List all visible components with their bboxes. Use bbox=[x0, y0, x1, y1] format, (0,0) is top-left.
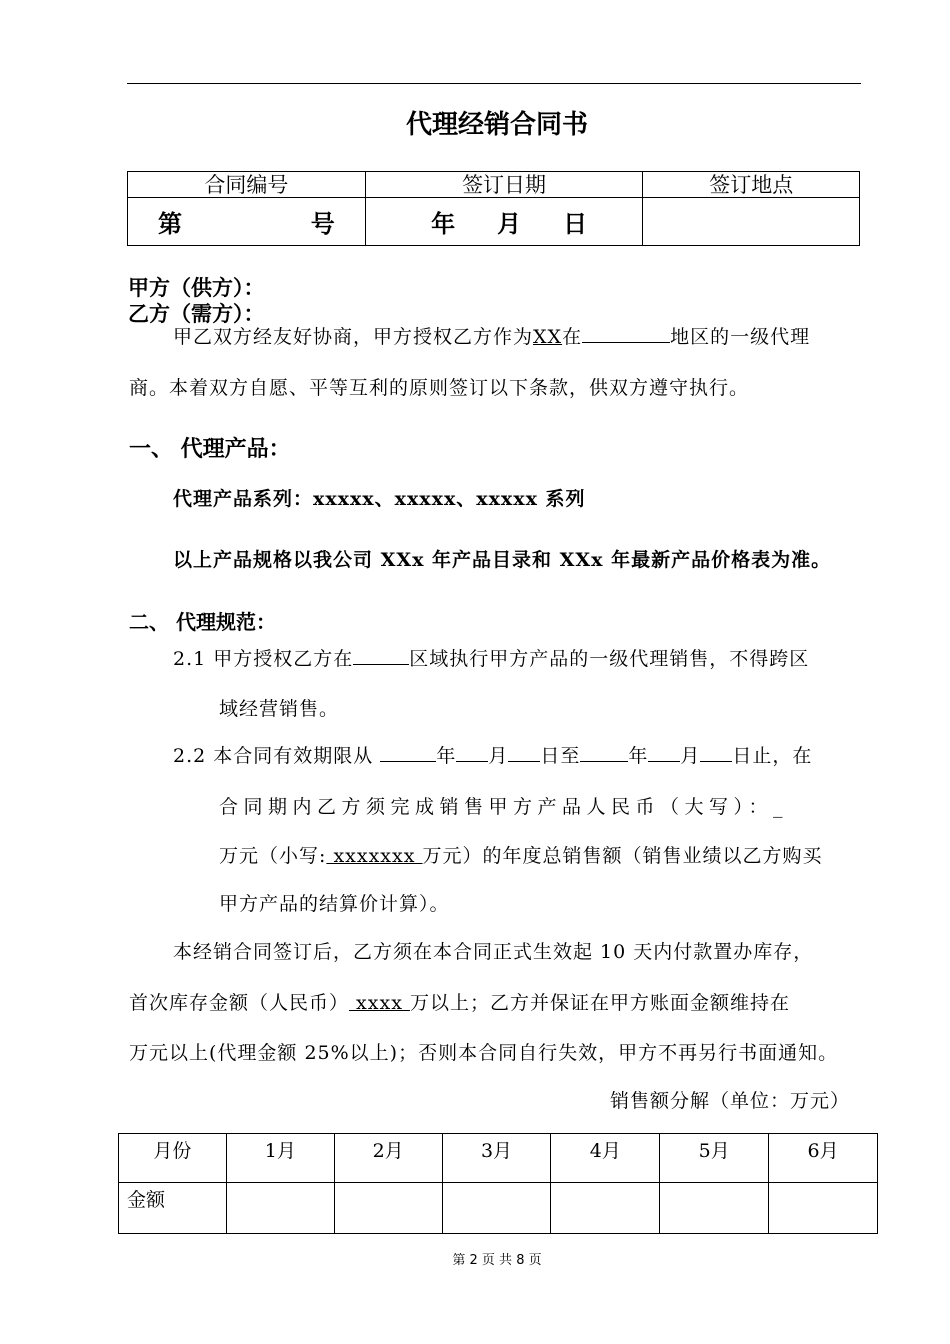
date-month: 月 bbox=[497, 210, 522, 238]
number-suffix: 号 bbox=[310, 210, 335, 238]
sign-date-cell bbox=[365, 198, 643, 246]
sign-place-cell bbox=[643, 198, 860, 246]
amount-lowercase: xxxxxxx bbox=[326, 845, 423, 867]
header-rule bbox=[127, 83, 861, 84]
month-6: 6月 bbox=[769, 1134, 878, 1183]
page-footer: 第 2 页 共 8 页 bbox=[452, 1253, 542, 1268]
amount-cell bbox=[551, 1183, 660, 1234]
inventory-amount: xxxx bbox=[349, 992, 410, 1014]
date-year: 年 bbox=[431, 210, 456, 238]
agent-placeholder: XX bbox=[533, 326, 563, 348]
sales-breakdown-table bbox=[118, 1133, 878, 1234]
region-blank bbox=[582, 324, 670, 343]
date-day: 日 bbox=[563, 210, 588, 238]
section-1-heading: 一、 代理产品： bbox=[129, 437, 291, 462]
header-sign-date: 签订日期 bbox=[365, 172, 643, 198]
clause-2-2-line-3: 万元（小写: xxxxxxx 万元）的年度总销售额（销售业绩以乙方购买 bbox=[219, 845, 823, 867]
month-5: 5月 bbox=[660, 1134, 769, 1183]
amount-row-label: 金额 bbox=[119, 1183, 227, 1234]
number-prefix: 第 bbox=[158, 210, 182, 238]
amount-cell bbox=[442, 1183, 551, 1234]
inventory-line-2: 首次库存金额（人民币） xxxx 万以上；乙方并保证在甲方账面金额维持在 bbox=[129, 992, 790, 1014]
month-1: 1月 bbox=[226, 1134, 334, 1183]
inventory-line-1: 本经销合同签订后，乙方须在本合同正式生效起 10 天内付款置办库存， bbox=[173, 941, 814, 963]
month-4: 4月 bbox=[551, 1134, 660, 1183]
section-2-heading: 二、 代理规范： bbox=[129, 610, 276, 634]
intro-line-1: 甲乙双方经友好协商，甲方授权乙方作为XX在 地区的一级代理 bbox=[173, 326, 811, 348]
document-title: 代理经销合同书 bbox=[405, 110, 588, 140]
header-contract-number: 合同编号 bbox=[128, 172, 366, 198]
sales-table-caption: 销售额分解（单位：万元） bbox=[610, 1090, 851, 1112]
amount-cell bbox=[769, 1183, 878, 1234]
amount-cell bbox=[226, 1183, 334, 1234]
clause-2-2-line-1: 2.2 本合同有效期限从 年 月 日至 年 月 日止，在 bbox=[173, 745, 813, 767]
party-b-label: 乙方（需方）： bbox=[128, 302, 265, 326]
inventory-line-3: 万元以上(代理金额 25%以上)；否则本合同自行失效，甲方不再另行书面通知。 bbox=[129, 1042, 839, 1064]
party-a-label: 甲方（供方）： bbox=[128, 276, 265, 300]
month-2: 2月 bbox=[334, 1134, 442, 1183]
month-3: 3月 bbox=[442, 1134, 551, 1183]
area-blank bbox=[353, 646, 409, 665]
contract-info-table bbox=[127, 171, 860, 246]
amount-cell bbox=[660, 1183, 769, 1234]
clause-2-2-line-2: 合同期内乙方须完成销售甲方产品人民币（大写）：_ bbox=[219, 796, 789, 818]
amount-cell bbox=[334, 1183, 442, 1234]
header-sign-place: 签订地点 bbox=[643, 172, 860, 198]
product-spec-note: 以上产品规格以我公司 XXx 年产品目录和 XXx 年最新产品价格表为准。 bbox=[173, 549, 832, 571]
clause-2-2-line-4: 甲方产品的结算价计算）。 bbox=[219, 893, 450, 915]
clause-2-1-line-1: 2.1 甲方授权乙方在 区域执行甲方产品的一级代理销售，不得跨区 bbox=[173, 648, 810, 670]
contract-number-cell bbox=[128, 198, 366, 246]
clause-2-1-line-2: 域经营销售。 bbox=[219, 698, 340, 720]
product-series: 代理产品系列：xxxxx、xxxxx、xxxxx 系列 bbox=[173, 488, 586, 510]
month-header-label: 月份 bbox=[119, 1134, 227, 1183]
intro-line-2: 商。本着双方自愿、平等互利的原则签订以下条款，供双方遵守执行。 bbox=[129, 377, 750, 399]
